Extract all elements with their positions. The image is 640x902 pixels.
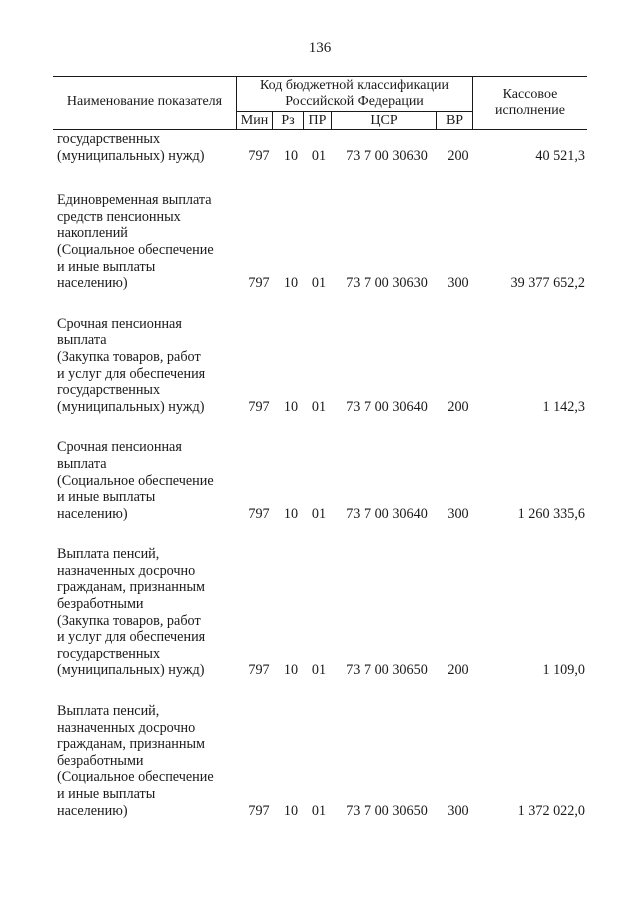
table-header [53,76,587,130]
indicator-name-line: государственных [57,645,161,662]
header-amount-line2: исполнение [495,103,565,118]
indicator-name-line: Выплата пенсий, [57,703,160,720]
indicator-name-line: средств пенсионных [57,208,181,225]
classification-codes [53,662,587,679]
classification-codes [53,275,587,292]
table-row [53,192,587,292]
indicator-name-line: государственных [57,131,161,147]
indicator-name-line: (Закупка товаров, работ [57,348,201,365]
header-name-col: Наименование показателя [66,94,223,109]
indicator-name-line: накоплений [57,225,128,242]
code-csr: 73 7 00 30630 [346,147,428,164]
indicator-name-line: и услуг для обеспечения [57,365,206,382]
code-pr: 01 [311,505,327,522]
header-bottom-border [53,129,587,130]
code-vr: 300 [447,505,469,522]
table-row [53,703,587,819]
header-code-group-line1: Код бюджетной классификации [260,78,449,93]
header-min: Мин [240,113,269,128]
indicator-name-line: (муниципальных) нужд) [57,147,205,164]
indicator-name-line: безработными [57,752,144,769]
classification-codes [53,398,587,415]
indicator-name-line: выплата [57,332,107,349]
amount-value: 1 109,0 [542,662,585,679]
code-min: 797 [248,802,270,819]
indicator-name-line: Выплата пенсий, [57,546,160,563]
code-rz: 10 [283,802,299,819]
indicator-name-line: (Закупка товаров, работ [57,612,201,629]
indicator-name-line: населению) [57,802,128,819]
code-csr: 73 7 00 30640 [346,398,428,415]
code-vr: 200 [447,398,469,415]
indicator-name-line: Единовременная выплата [57,192,212,209]
indicator-name-line: (муниципальных) нужд) [57,662,205,679]
header-top-border [53,76,587,77]
amount-value: 40 521,3 [535,147,585,164]
table-body [53,131,587,819]
code-vr: 200 [447,147,469,164]
code-min: 797 [248,275,270,292]
amount-value: 1 142,3 [542,398,585,415]
amount-value: 1 260 335,6 [517,505,585,522]
page-number: 136 [308,40,332,56]
indicator-name-line: назначенных досрочно [57,562,196,579]
indicator-name-line: (Социальное обеспечение [57,769,214,786]
indicator-name-line: (Социальное обеспечение [57,241,214,258]
code-min: 797 [248,662,270,679]
indicator-name [53,546,242,679]
header-vr: ВР [445,113,464,128]
header-csr: ЦСР [370,113,398,128]
indicator-name-line: и иные выплаты [57,258,156,275]
code-min: 797 [248,398,270,415]
indicator-name-line: (муниципальных) нужд) [57,398,205,415]
indicator-name-line: и иные выплаты [57,489,156,506]
indicator-name-line: назначенных досрочно [57,719,196,736]
table-row [53,131,587,164]
amount-value: 39 377 652,2 [510,275,585,292]
code-rz: 10 [283,505,299,522]
code-rz: 10 [283,275,299,292]
code-min: 797 [248,505,270,522]
table-row [53,316,587,416]
header-pr: ПР [308,113,327,128]
table-row [53,439,587,522]
code-rz: 10 [283,398,299,415]
header-code-group-line2: Российской Федерации [285,94,424,109]
code-pr: 01 [311,802,327,819]
code-rz: 10 [283,147,299,164]
indicator-name-line: и иные выплаты [57,786,156,802]
code-csr: 73 7 00 30640 [346,505,428,522]
header-rz: Рз [281,113,295,128]
indicator-name-line: Срочная пенсионная [57,439,182,456]
code-pr: 01 [311,275,327,292]
code-csr: 73 7 00 30650 [346,802,428,819]
code-vr: 200 [447,662,469,679]
indicator-name-line: населению) [57,275,128,292]
classification-codes [53,505,587,522]
indicator-name-line: государственных [57,382,161,399]
indicator-name-line: выплата [57,455,107,472]
code-vr: 300 [447,802,469,819]
indicator-name-line: и услуг для обеспечения [57,629,206,646]
code-csr: 73 7 00 30650 [346,662,428,679]
classification-codes [53,147,587,164]
code-csr: 73 7 00 30630 [346,275,428,292]
table-row [53,546,587,679]
indicator-name-line: гражданам, признанным [57,579,205,596]
code-pr: 01 [311,662,327,679]
code-rz: 10 [283,662,299,679]
indicator-name-line: населению) [57,505,128,522]
indicator-name-line: (Социальное обеспечение [57,472,214,489]
header-amount-line1: Кассовое [502,87,558,102]
indicator-name-line: Срочная пенсионная [57,315,182,332]
code-pr: 01 [311,147,327,164]
indicator-name-line: гражданам, признанным [57,736,205,753]
classification-codes [53,802,587,819]
code-vr: 300 [447,275,469,292]
indicator-name-line: безработными [57,596,144,613]
amount-value: 1 372 022,0 [517,802,585,819]
code-pr: 01 [311,398,327,415]
code-min: 797 [248,147,270,164]
